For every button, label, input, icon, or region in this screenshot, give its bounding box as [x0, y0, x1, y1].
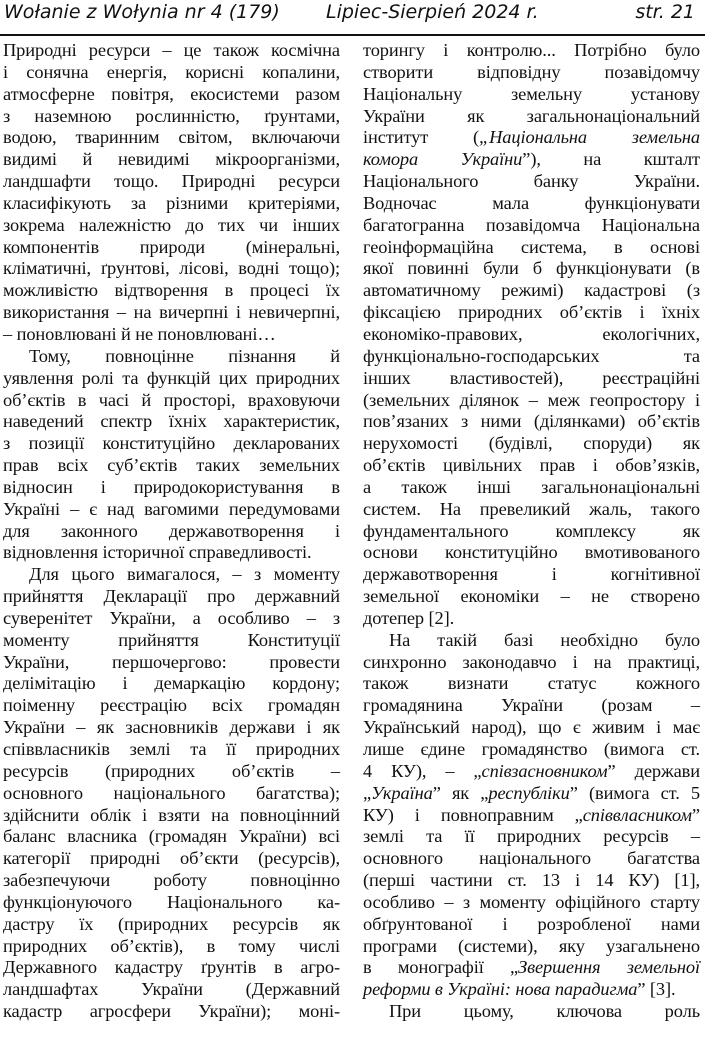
text-line: [3, 215, 340, 237]
text-run: ресурсів (природних об’єктів –: [3, 760, 340, 781]
text-run: категорії природні об’єкти (ресурсів),: [3, 848, 340, 869]
text-line: [3, 542, 340, 564]
text-line: [363, 149, 700, 171]
text-run: в монографії „: [363, 957, 519, 978]
text-run: лише єдине громадянство (вимога ст.: [363, 739, 700, 759]
text-line: [3, 40, 340, 62]
text-line: [363, 957, 700, 979]
text-line: [363, 324, 700, 346]
text-run: а також інші загальнонаціональні: [363, 476, 700, 497]
text-run: землі та її природних ресурсів –: [363, 826, 700, 847]
text-run: кадастр агросфери України); моні-: [3, 1001, 340, 1022]
text-run: (перші частини ст. 13 і 14 КУ) [1],: [363, 870, 700, 891]
text-line: [3, 957, 340, 979]
text-line: [363, 171, 700, 193]
text-line: [3, 171, 340, 193]
text-line: [3, 368, 340, 390]
text-run: функціонуючого Національного ка-: [3, 891, 340, 912]
text-run: компонентів природи (мінеральні,: [3, 236, 340, 257]
text-line: [363, 673, 700, 695]
text-run: моменту прийняття Конституції: [3, 629, 340, 650]
text-run: дотепер [2].: [363, 607, 455, 628]
text-line: [3, 237, 340, 259]
text-line: [363, 411, 700, 433]
text-line: [363, 1001, 700, 1023]
text-line: [363, 368, 700, 390]
text-line: [363, 127, 700, 149]
text-line: [3, 630, 340, 652]
text-run: ” (вимога ст. 5: [569, 782, 700, 803]
text-run: класифікують за різними критеріями,: [3, 192, 340, 213]
text-run: основного національного багатства: [363, 848, 700, 869]
text-run: нерухомості (будівлі, споруди) як: [363, 433, 700, 454]
text-run: об’єктів цивільних прав і обов’язків,: [363, 455, 700, 476]
text-line: [3, 521, 340, 543]
text-line: [363, 695, 700, 717]
text-run: систем. На превеликий жаль, такого: [363, 498, 700, 519]
text-run: для законного державотворення і: [3, 520, 340, 541]
text-run: При цьому, ключова роль: [389, 1001, 700, 1022]
text-run: України – як засновників держави і як: [3, 717, 340, 738]
text-run: багатогранна позавідомча Національна: [363, 214, 700, 235]
text-line: [363, 848, 700, 870]
text-line: [3, 127, 340, 149]
text-line: [363, 586, 700, 608]
text-line: [3, 433, 340, 455]
text-line: [363, 717, 700, 739]
text-run: фіксацією природних об’єктів і їхніх: [363, 302, 700, 323]
text-run: прав всіх суб’єктів таких земельних: [3, 455, 340, 476]
text-run: видимі й невидимі мікроорганізми,: [3, 149, 340, 170]
text-line: [363, 892, 700, 914]
text-run: інститут (: [363, 127, 479, 148]
text-line: [3, 870, 340, 892]
text-run: об’єктів в часі й просторі, враховуючи: [3, 389, 340, 410]
text-line: [363, 739, 700, 761]
text-run: прийняття Декларації про державний: [3, 586, 340, 607]
text-run: Природні ресурси – це також космічна: [3, 40, 340, 60]
text-run: забезпечуючи роботу повноцінно: [3, 870, 340, 891]
text-run: України, першочергово: провести: [3, 651, 340, 672]
text-run: уявлення ролі та функцій цих природних: [3, 367, 340, 388]
text-run: кліматичні, ґрунтові, лісові, водні тощо);: [3, 258, 340, 279]
italic-phrase: комора України: [363, 149, 523, 170]
text-line: [363, 979, 700, 1001]
text-run: також визнати статус кожного: [363, 673, 700, 694]
text-line: [363, 936, 700, 958]
text-run: відновлення історичної справедливості.: [3, 542, 312, 563]
text-line: [3, 979, 340, 1001]
text-line: [3, 390, 340, 412]
text-line: [363, 106, 700, 128]
text-line: [363, 914, 700, 936]
text-run: України як загальнонаціональний: [363, 105, 700, 126]
text-line: [363, 390, 700, 412]
text-run: торингу і контролю... Потрібно було: [363, 40, 700, 60]
text-line: [363, 542, 700, 564]
header-rule: [0, 34, 705, 36]
text-run: якої повинні були б функціонувати (в: [363, 258, 700, 279]
text-run: водою, тваринним світом, включаючи: [3, 127, 340, 148]
text-line: [3, 106, 340, 128]
text-run: Україні – є над вагомими передумовами: [3, 498, 340, 519]
text-run: фундаментального комплексу як: [363, 520, 700, 541]
text-run: державотворення і когнітивної: [363, 564, 700, 585]
text-run: ” [3].: [637, 979, 676, 1000]
text-line: [3, 324, 340, 346]
text-line: [3, 805, 340, 827]
issue-date: Lipiec-Sierpień 2024 r.: [326, 1, 539, 23]
text-run: ” держави: [607, 760, 700, 781]
text-run: атмосферне повітря, екосистеми разом: [3, 83, 340, 104]
text-line: [3, 717, 340, 739]
text-line: [363, 564, 700, 586]
text-line: [363, 215, 700, 237]
text-line: [363, 630, 700, 652]
text-line: [363, 237, 700, 259]
text-line: [3, 914, 340, 936]
text-run: автоматичному режимі) кадастрові (з: [363, 280, 700, 301]
text-line: [363, 62, 700, 84]
text-line: [3, 499, 340, 521]
italic-phrase: співзасновником: [481, 760, 608, 781]
text-run: Державного кадастру ґрунтів в агро-: [3, 957, 340, 978]
text-line: [363, 652, 700, 674]
text-run: економіко-правових, екологічних,: [363, 323, 700, 344]
text-run: делімітацію і демаркацію кордону;: [3, 673, 340, 694]
text-run: Для цього вимагалося, – з моменту: [29, 564, 340, 585]
text-run: з позиції конституційно декларованих: [3, 433, 340, 454]
text-run: наведений спектр їхніх характеристик,: [3, 411, 340, 432]
text-line: [363, 608, 700, 630]
text-run: відносин і природокористування в: [3, 476, 340, 497]
text-run: пов’язаних з ними (ділянками) об’єктів: [363, 411, 700, 432]
text-line: [3, 411, 340, 433]
text-run: зокрема належністю до тих чи інших: [3, 214, 340, 235]
text-line: [363, 40, 700, 62]
text-line: [363, 805, 700, 827]
text-run: поіменну реєстрацію всіх громадян: [3, 695, 340, 716]
text-line: [3, 892, 340, 914]
text-run: інших властивостей), реєстраційні: [363, 367, 700, 388]
text-line: [3, 346, 340, 368]
text-line: [363, 193, 700, 215]
text-line: [363, 302, 700, 324]
text-line: [3, 149, 340, 171]
text-line: [363, 455, 700, 477]
text-run: баланс власника (громадян України) всі: [3, 826, 340, 847]
text-run: ”: [691, 804, 700, 825]
text-run: можливістю відтворення в процесі їх: [3, 280, 340, 301]
text-run: 4 КУ), – „: [363, 760, 482, 781]
text-line: [3, 1001, 340, 1023]
text-run: природних об’єктів), в тому числі: [3, 935, 340, 956]
text-run: функціонально-господарських та: [363, 345, 700, 366]
text-run: програми (системи), яку узагальнено: [363, 935, 700, 956]
italic-phrase: республіки: [488, 782, 570, 803]
text-run: дастру їх (природних ресурсів як: [3, 913, 340, 934]
text-run: ” як „: [432, 782, 489, 803]
right-column: [363, 40, 700, 1023]
text-run: Національну земельну установу: [363, 83, 700, 104]
text-line: [3, 193, 340, 215]
text-run: земельної економіки – не створено: [363, 586, 700, 607]
text-run: співвласників землі та її природних: [3, 739, 340, 759]
text-line: [363, 783, 700, 805]
text-line: [363, 761, 700, 783]
italic-phrase: Звершення земельної: [518, 957, 700, 978]
text-line: [3, 695, 340, 717]
text-run: – поновлювані й не поновлювані…: [3, 323, 276, 344]
text-line: [3, 783, 340, 805]
text-run: використання – на вичерпні і невичерпні,: [3, 302, 340, 323]
text-run: суверенітет України, а особливо – з: [3, 607, 340, 628]
text-line: [3, 62, 340, 84]
text-run: Водночас мала функціонувати: [363, 192, 700, 213]
text-run: Тому, повноцінне пізнання й: [29, 345, 340, 366]
left-column: [3, 40, 340, 1023]
text-run: ”), на кшталт: [522, 149, 700, 170]
text-run: синхронно законодавчо і на практиці,: [363, 651, 700, 672]
text-run: На такій базі необхідно було: [389, 629, 700, 650]
page-number: str. 21: [635, 1, 695, 23]
text-line: [363, 477, 700, 499]
text-line: [363, 346, 700, 368]
text-line: [363, 499, 700, 521]
text-line: [3, 258, 340, 280]
text-line: [3, 564, 340, 586]
text-run: геоінформаційна система, в основі: [363, 236, 700, 257]
text-run: Український народ), що є живим і має: [363, 717, 700, 738]
text-line: [3, 84, 340, 106]
journal-title: Wołanie z Wołynia nr 4 (179): [4, 1, 280, 23]
italic-phrase: Україна: [371, 782, 433, 803]
text-line: [3, 936, 340, 958]
text-line: [3, 826, 340, 848]
text-run: „: [363, 782, 372, 803]
text-run: здійснити облік і взяти на повноцінний: [3, 804, 340, 825]
text-run: основи конституційно вмотивованого: [363, 542, 700, 563]
text-run: з наземною рослинністю, ґрунтами,: [3, 105, 340, 126]
text-line: [3, 477, 340, 499]
text-run: громадянина України (розам –: [363, 695, 700, 716]
text-run: основного національного багатства);: [3, 782, 340, 803]
text-line: [363, 258, 700, 280]
italic-phrase: співвласником: [582, 804, 692, 825]
text-run: КУ) і повноправним „: [363, 804, 583, 825]
text-line: [3, 455, 340, 477]
text-run: (земельних ділянок – меж геопростору і: [363, 389, 700, 410]
text-line: [3, 302, 340, 324]
text-line: [363, 826, 700, 848]
text-run: ландшафтах України (Державний: [3, 979, 340, 1000]
text-line: [363, 84, 700, 106]
text-line: [3, 739, 340, 761]
text-run: створити відповідну позавідомчу: [363, 61, 700, 82]
running-header: [0, 0, 705, 32]
italic-phrase: „Національна земельна: [478, 127, 700, 148]
text-line: [3, 280, 340, 302]
text-line: [3, 673, 340, 695]
text-run: особливо – з моменту офіційного старту: [363, 891, 700, 912]
text-line: [3, 848, 340, 870]
text-run: і сонячна енергія, корисні копалини,: [3, 61, 340, 82]
text-line: [3, 761, 340, 783]
text-line: [3, 608, 340, 630]
text-line: [363, 870, 700, 892]
text-line: [3, 652, 340, 674]
text-line: [363, 280, 700, 302]
text-run: Національного банку України.: [363, 171, 700, 192]
text-line: [363, 521, 700, 543]
text-run: ландшафти тощо. Природні ресурси: [3, 171, 340, 192]
text-line: [363, 433, 700, 455]
text-run: обґрунтованої і розробленої нами: [363, 913, 700, 934]
italic-phrase: реформи в Україні: нова парадигма: [363, 979, 638, 1000]
text-line: [3, 586, 340, 608]
